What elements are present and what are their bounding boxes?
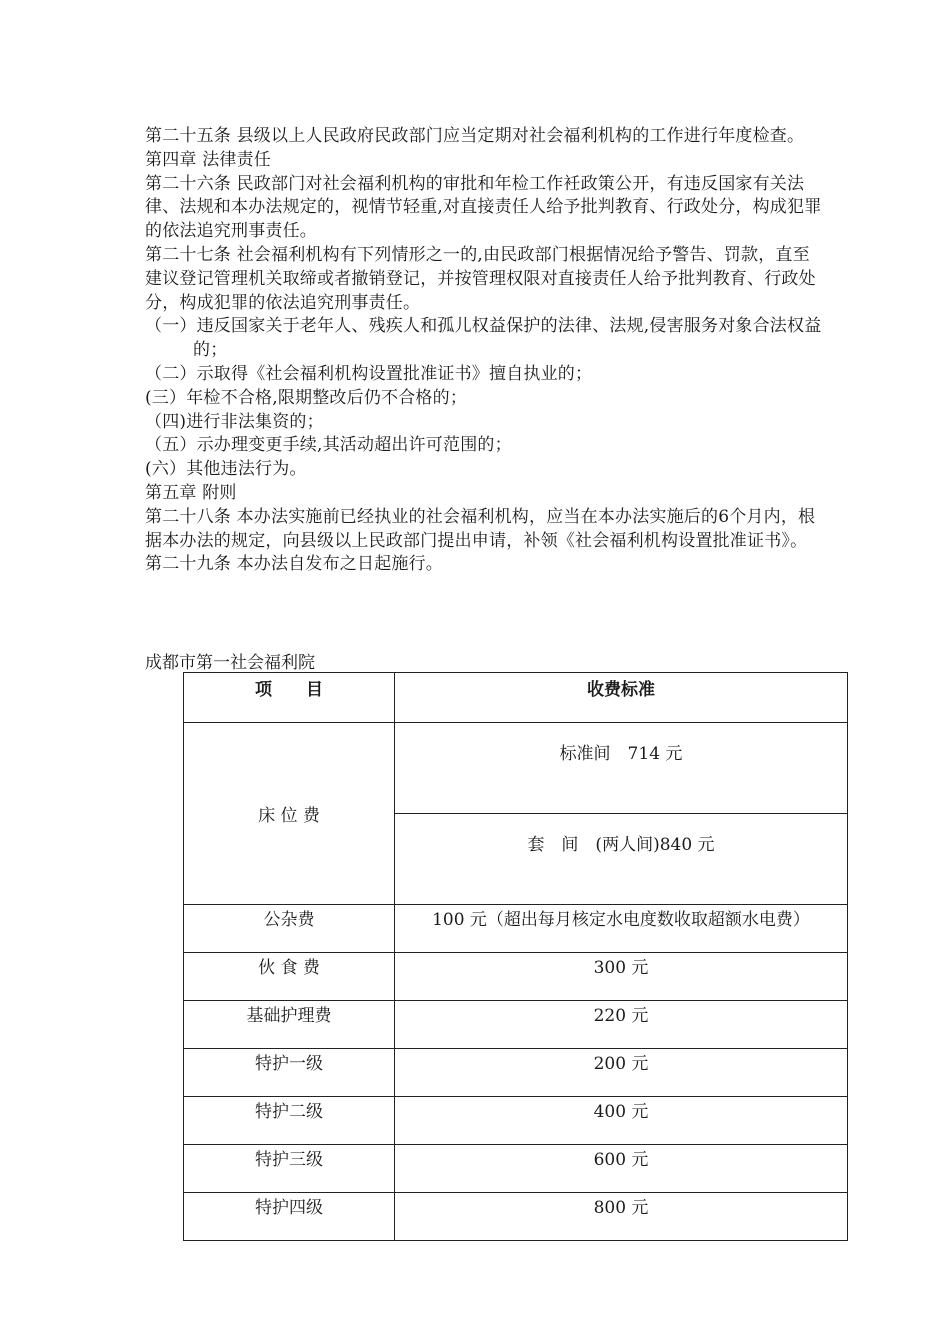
fee-table	[183, 672, 848, 1241]
list-item-5: （五）示办理变更手续,其活动超出许可范围的；	[145, 435, 512, 456]
regulation-text	[145, 125, 825, 577]
row-value: 300 元	[395, 953, 848, 1001]
article-28: 第二十八条 本办法实施前已经执业的社会福利机构，应当在本办法实施后的6个月内，根据本办法的规定，向县级以上民政部门提出申请，补领《社会福利机构设置批准证书》。	[145, 506, 816, 551]
table-row	[184, 1145, 848, 1193]
bed-fee-label: 床 位 费	[184, 723, 395, 905]
row-value: 100 元（超出每月核定水电度数收取超额水电费）	[395, 905, 848, 953]
article-25: 第二十五条 县级以上人民政府民政部门应当定期对社会福利机构的工作进行年度检查。	[145, 126, 805, 146]
list-item-3: (三）年检不合格,限期整改后仍不合格的；	[145, 387, 468, 408]
row-label: 特护四级	[184, 1193, 395, 1241]
article-26: 第二十六条 民政部门对社会福利机构的审批和年检工作衽政策公开，有违反国家有关法律、法规和本办法规定的，视情节轻重,对直接责任人给予批判教育、行政处分，构成犯罪的依法追究刑事责任。	[145, 173, 822, 242]
header-item: 项 目	[184, 673, 395, 723]
row-label: 公杂费	[184, 905, 395, 953]
list-item-6: (六）其他违法行为。	[145, 459, 307, 480]
table-row	[184, 1193, 848, 1241]
table-row	[184, 1001, 848, 1049]
row-value: 200 元	[395, 1049, 848, 1097]
list-item-2: （二）示取得《社会福利机构设置批准证书》擅自执业的；	[145, 363, 593, 384]
table-row	[184, 905, 848, 953]
table-row	[184, 1097, 848, 1145]
table-row	[184, 723, 848, 814]
bed-fee-suite: 套 间 (两人间)840 元	[395, 814, 848, 905]
row-label: 伙 食 费	[184, 953, 395, 1001]
table-row	[184, 1049, 848, 1097]
row-value: 800 元	[395, 1193, 848, 1241]
table-header-row	[184, 673, 848, 723]
table-row	[184, 953, 848, 1001]
chapter-5-heading: 第五章 附则	[145, 482, 237, 503]
row-value: 220 元	[395, 1001, 848, 1049]
bed-fee-standard: 标准间 714 元	[395, 723, 848, 814]
list-item-1: （一）违反国家关于老年人、残疾人和孤儿权益保护的法律、法规,侵害服务对象合法权益的；	[145, 316, 822, 361]
chapter-4-heading: 第四章 法律责任	[145, 149, 272, 170]
row-label: 特护一级	[184, 1049, 395, 1097]
article-29: 第二十九条 本办法自发布之日起施行。	[145, 554, 444, 575]
row-label: 基础护理费	[184, 1001, 395, 1049]
list-item-4: （四)进行非法集资的；	[145, 411, 324, 432]
row-value: 400 元	[395, 1097, 848, 1145]
article-27: 第二十七条 社会福利机构有下列情形之一的,由民政部门根据情况给予警告、罚款，直至建议登记管理机关取缔或者撤销登记，并按管理权限对直接责任人给予批判教育、行政处分，构成犯罪的依法追究刑事责任。	[145, 244, 816, 313]
header-standard: 收费标准	[395, 673, 848, 723]
table-title: 成都市第一社会福利院	[145, 653, 315, 673]
row-label: 特护二级	[184, 1097, 395, 1145]
row-label: 特护三级	[184, 1145, 395, 1193]
row-value: 600 元	[395, 1145, 848, 1193]
